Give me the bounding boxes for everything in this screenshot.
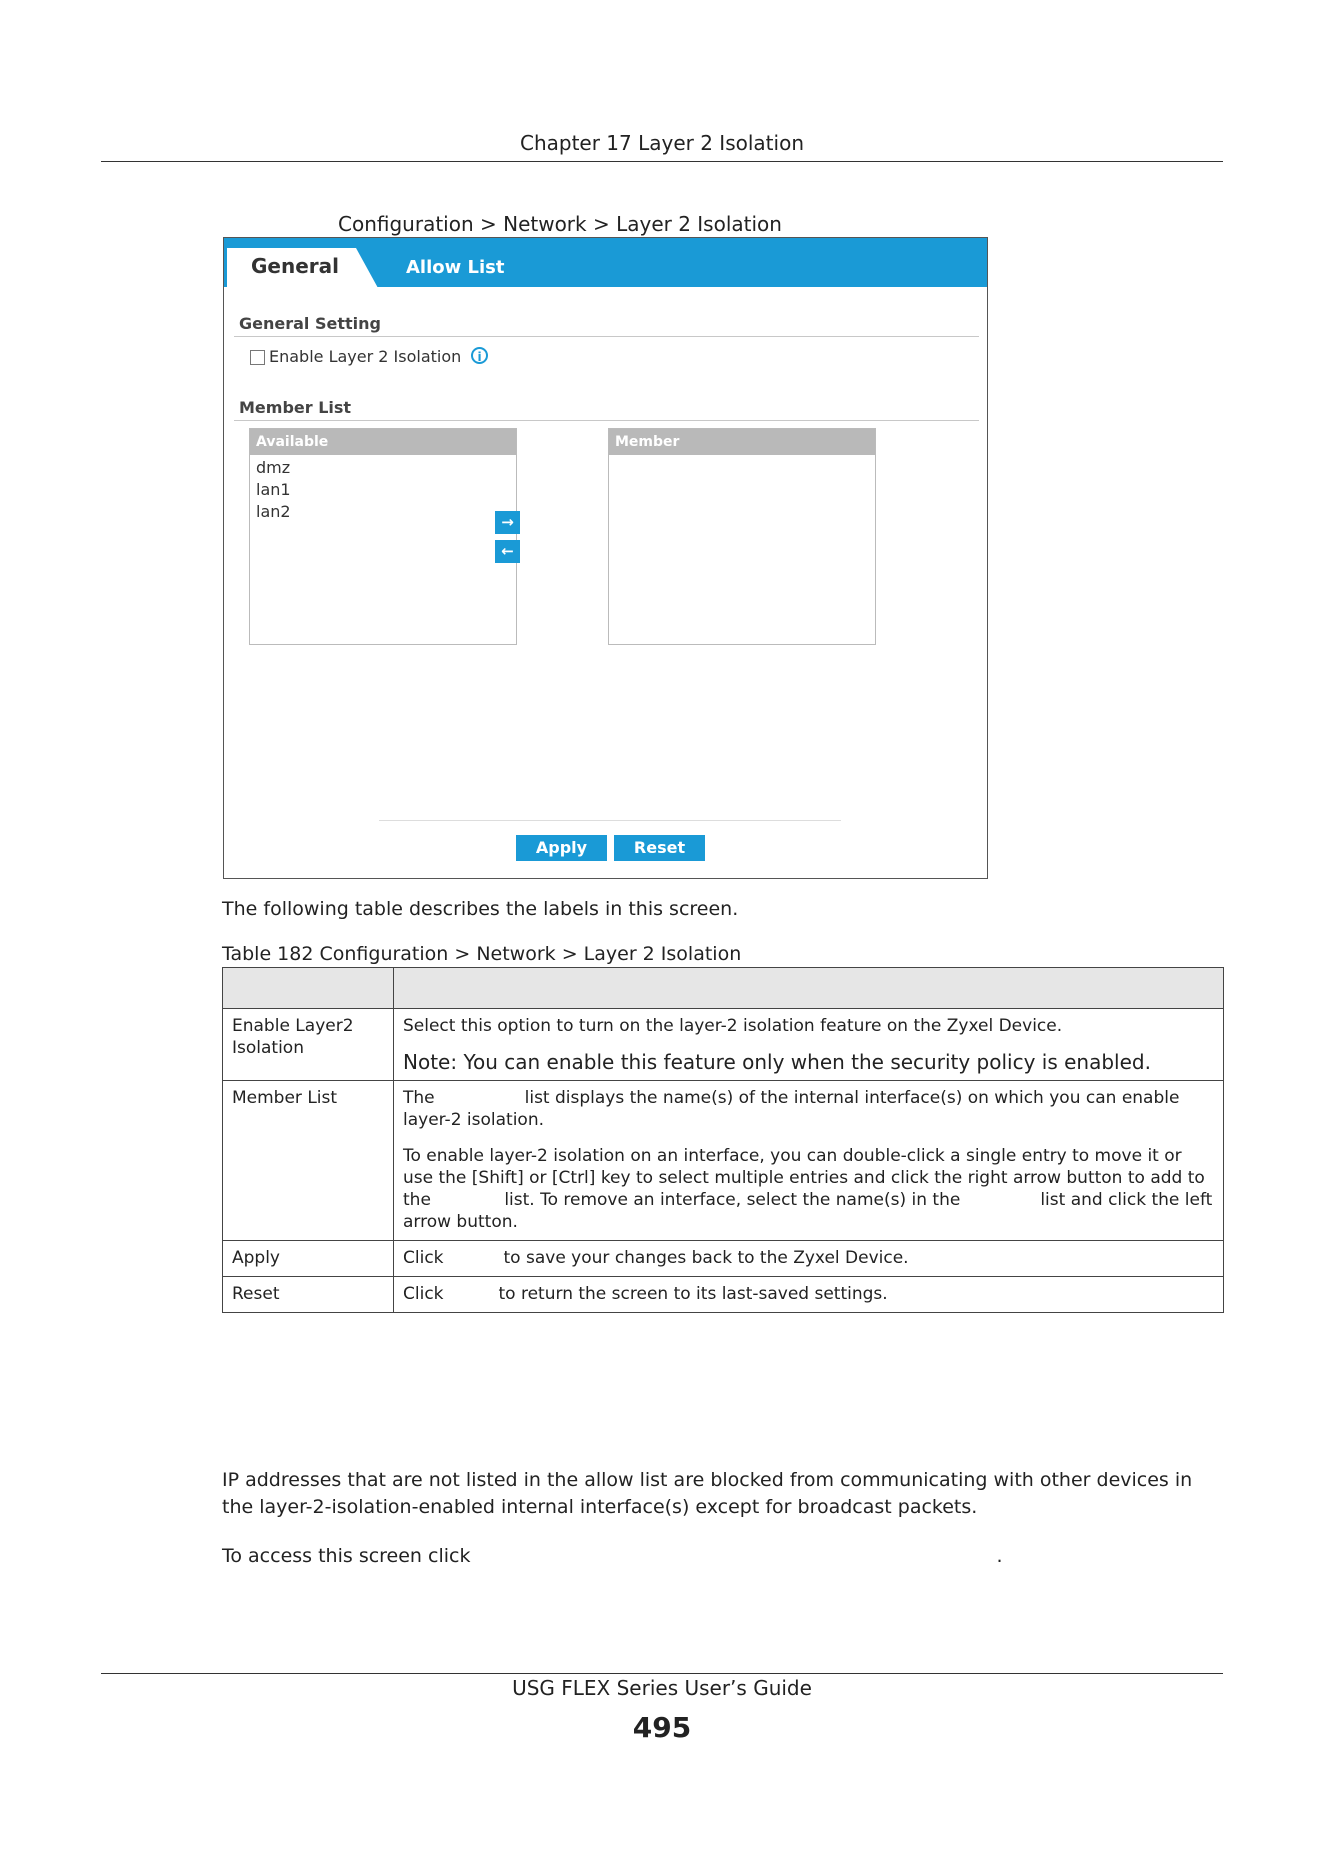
row-label: Enable Layer2 Isolation: [223, 1009, 394, 1081]
table-row: [223, 1081, 1224, 1241]
screenshot-panel: [223, 237, 988, 879]
general-setting-title: General Setting: [239, 314, 381, 333]
row-label: Apply: [223, 1241, 394, 1277]
list-item[interactable]: lan1: [256, 480, 291, 499]
available-list[interactable]: [249, 428, 517, 645]
section-divider: [234, 336, 979, 337]
text-fragment: list and click the left arrow button.: [403, 1190, 1213, 1232]
allow-list-paragraph: IP addresses that are not listed in the allow list are blocked from communicating with other devices in the layer-2-isolation-enabled internal interface(s) except for broadcast packets.: [222, 1469, 1193, 1518]
row-description: [394, 1277, 1224, 1313]
guide-title: USG FLEX Series User’s Guide: [512, 1676, 812, 1700]
figure-caption: Configuration > Network > Layer 2 Isolation: [338, 212, 782, 236]
text-fragment: list. To remove an interface, select the name(s) in the: [504, 1190, 961, 1210]
text-fragment: to save your changes back to the Zyxel Device.: [503, 1248, 909, 1268]
header-rule: [101, 161, 1223, 162]
text-fragment: To enable layer-2 isolation on an interface, you can double-click a single entry to move it or use the [Shift] or [Ctrl] key to select multiple entries and click the right arrow button to add to the: [403, 1146, 1205, 1210]
info-icon[interactable]: i: [471, 347, 488, 364]
access-paragraph: [222, 1545, 1222, 1567]
text-fragment: To access this screen click: [222, 1545, 471, 1567]
row-description: [394, 1009, 1224, 1081]
tab-general[interactable]: [227, 248, 353, 288]
table-header-cell: [223, 968, 394, 1009]
enable-layer2-isolation-checkbox[interactable]: [250, 350, 265, 365]
text-fragment: Click: [403, 1248, 444, 1268]
reset-button[interactable]: Reset: [614, 835, 705, 861]
enable-layer2-isolation-label: Enable Layer 2 Isolation: [269, 347, 462, 366]
row-label: Member List: [223, 1081, 394, 1241]
member-list-header: Member: [609, 429, 875, 455]
tab-bar: [224, 238, 987, 287]
description-table: [222, 967, 1224, 1313]
text-fragment: .: [996, 1545, 1003, 1567]
list-item[interactable]: lan2: [256, 502, 291, 521]
tab-allow-list[interactable]: Allow List: [406, 257, 505, 278]
row-label: Reset: [223, 1277, 394, 1313]
list-item[interactable]: dmz: [256, 458, 291, 477]
chapter-header: Chapter 17 Layer 2 Isolation: [519, 131, 804, 155]
description-text: [403, 1145, 1214, 1233]
member-list[interactable]: [608, 428, 876, 645]
description-text: [403, 1087, 1214, 1131]
tab-corner: [352, 248, 378, 288]
table-header-row: [223, 968, 1224, 1009]
footer-rule: [101, 1673, 1223, 1674]
table-row: [223, 1009, 1224, 1081]
text-fragment: list displays the name(s) of the internal interface(s) on which you can enable layer-2 isolation.: [403, 1088, 1180, 1130]
row-description: [394, 1081, 1224, 1241]
button-divider: [379, 820, 841, 821]
table-row: [223, 1241, 1224, 1277]
page-number: 495: [632, 1711, 692, 1744]
note-text: Note: You can enable this feature only when the security policy is enabled.: [403, 1050, 1151, 1074]
row-description: [394, 1241, 1224, 1277]
tab-general-label: General: [251, 254, 339, 278]
available-list-header: Available: [250, 429, 516, 455]
apply-button[interactable]: Apply: [516, 835, 607, 861]
move-right-arrow-button[interactable]: →: [495, 511, 520, 534]
table-header-cell: [394, 968, 1224, 1009]
text-fragment: The: [403, 1088, 435, 1108]
section-divider: [234, 420, 979, 421]
member-list-title: Member List: [239, 398, 352, 417]
table-row: [223, 1277, 1224, 1313]
text-fragment: Click: [403, 1284, 444, 1304]
move-left-arrow-button[interactable]: ←: [495, 540, 520, 563]
description-text: Select this option to turn on the layer-2 isolation feature on the Zyxel Device.: [403, 1016, 1063, 1036]
table-caption: Table 182 Configuration > Network > Layer 2 Isolation: [222, 943, 742, 965]
text-fragment: to return the screen to its last-saved settings.: [498, 1284, 888, 1304]
intro-text: The following table describes the labels in this screen.: [222, 898, 739, 920]
